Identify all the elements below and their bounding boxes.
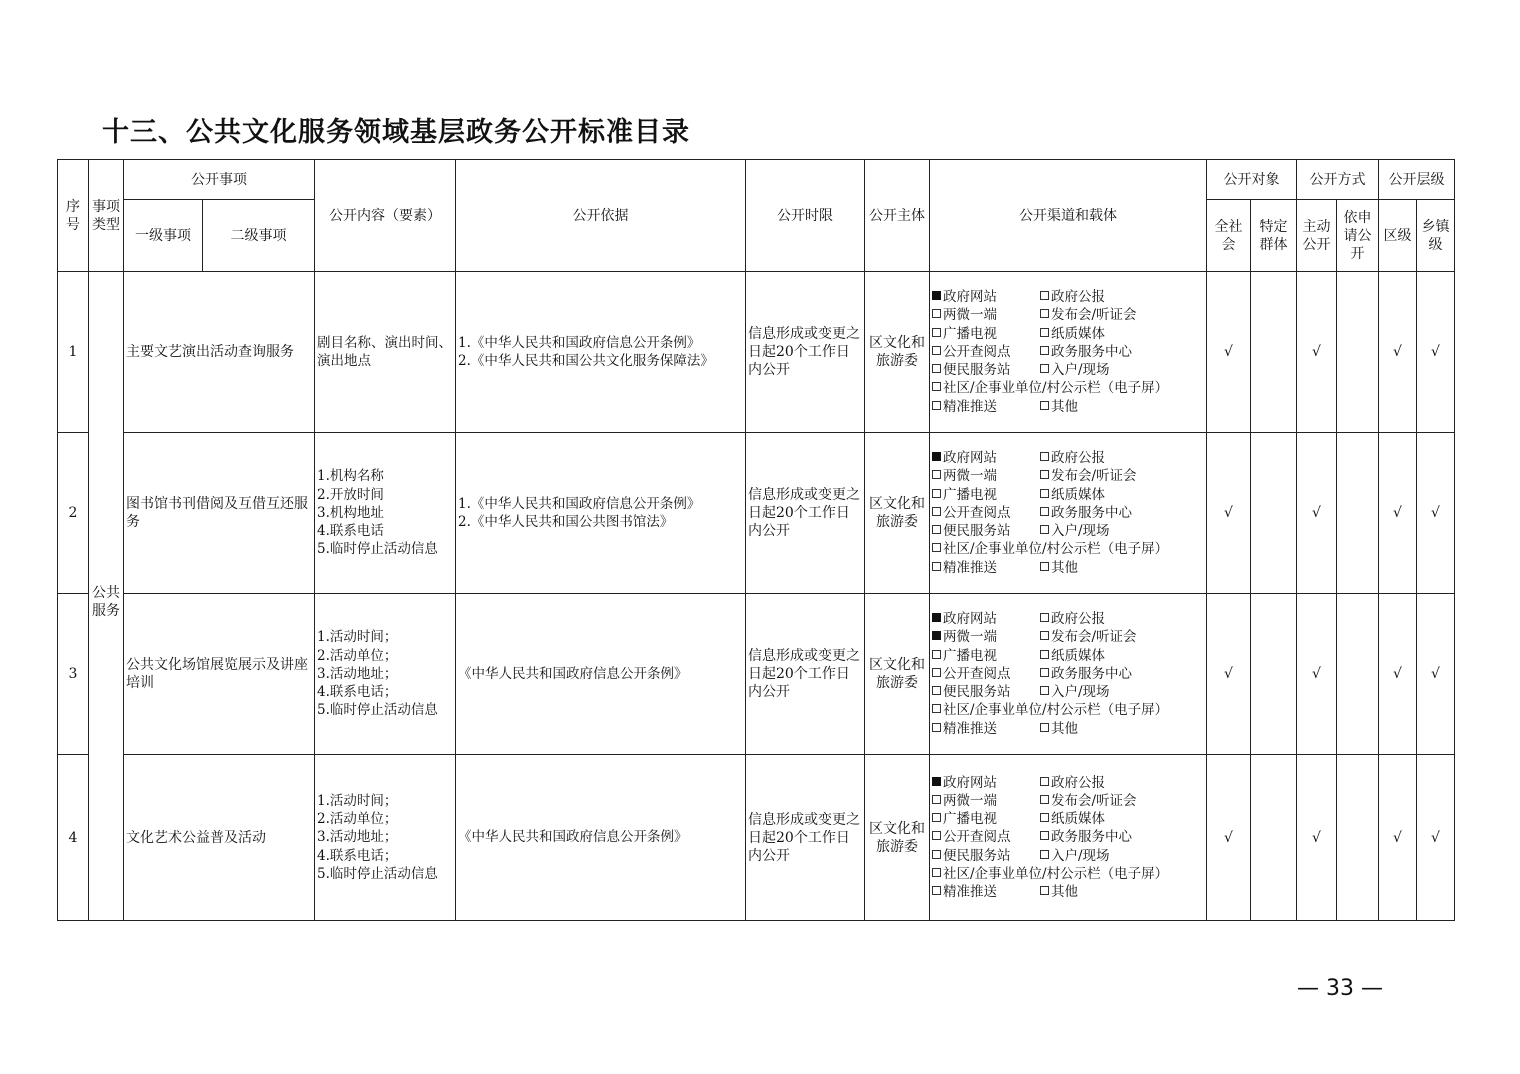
table-row	[58, 755, 1455, 921]
content-line: 剧目名称、演出时间、演出地点	[317, 334, 452, 369]
row-all: √	[1207, 272, 1251, 433]
row-item: 主要文艺演出活动查询服务	[124, 272, 315, 433]
row-content	[315, 594, 456, 755]
row-item: 文化艺术公益普及活动	[124, 755, 315, 921]
channel-option	[1040, 361, 1110, 379]
channel-label: 其他	[1051, 720, 1078, 737]
unchecked-box-icon	[932, 382, 941, 391]
channel-option	[932, 540, 1168, 558]
channel-option	[1040, 306, 1137, 324]
unchecked-box-icon	[1040, 850, 1049, 859]
channel-option	[932, 522, 1040, 540]
channel-option	[1040, 810, 1105, 828]
unchecked-box-icon	[1040, 525, 1049, 534]
channel-label: 入户/现场	[1051, 362, 1110, 379]
content-line: 3.活动地址；	[317, 665, 398, 682]
channel-label: 其他	[1051, 559, 1078, 576]
row-town: √	[1417, 755, 1455, 921]
row-item: 图书馆书刊借阅及互借互还服务	[124, 433, 315, 594]
table-row	[58, 433, 1455, 594]
row-seq: 4	[58, 755, 89, 921]
unchecked-box-icon	[1040, 489, 1049, 498]
channel-option	[1040, 559, 1078, 577]
channel-option	[1040, 683, 1110, 701]
channel-option	[932, 865, 1168, 883]
page-title: 十三、公共文化服务领域基层政务公开标准目录	[102, 117, 690, 148]
channel-option	[1040, 847, 1110, 865]
channel-label: 政府网站	[943, 289, 997, 306]
row-specific	[1251, 272, 1297, 433]
unchecked-box-icon	[1040, 686, 1049, 695]
channel-label: 社区/企事业单位/村公示栏（电子屏）	[943, 541, 1169, 558]
content-line: 2.活动单位；	[317, 811, 398, 828]
channel-option	[932, 683, 1040, 701]
header-method-apply: 依申请公开	[1337, 200, 1379, 272]
row-district: √	[1379, 755, 1417, 921]
row-channels	[930, 594, 1207, 755]
channel-label: 广播电视	[943, 647, 997, 664]
channel-label: 公开查阅点	[943, 665, 1011, 682]
row-deadline: 信息形成或变更之日起20个工作日内公开	[746, 433, 865, 594]
channel-option	[1040, 325, 1105, 343]
basis-line: 2.《中华人民共和国公共图书馆法》	[458, 514, 674, 530]
content-line: 4.联系电话；	[317, 847, 398, 864]
channel-label: 其他	[1051, 398, 1078, 415]
channel-list	[932, 288, 1204, 415]
unchecked-box-icon	[1040, 507, 1049, 516]
header-level2: 二级事项	[203, 200, 315, 272]
row-apply	[1337, 594, 1379, 755]
channel-label: 广播电视	[943, 486, 997, 503]
channel-label: 纸质媒体	[1051, 811, 1105, 828]
header-method-active: 主动公开	[1297, 200, 1337, 272]
channel-label: 社区/企事业单位/村公示栏（电子屏）	[943, 865, 1169, 882]
row-basis	[456, 755, 746, 921]
channel-option	[932, 343, 1040, 361]
category-cell: 公共服务	[89, 272, 124, 921]
checked-box-icon	[932, 777, 941, 786]
channel-label: 政府网站	[943, 450, 997, 467]
channel-label: 政府公报	[1051, 774, 1105, 791]
row-apply	[1337, 755, 1379, 921]
row-seq: 3	[58, 594, 89, 755]
unchecked-box-icon	[932, 886, 941, 895]
basis-line: 1.《中华人民共和国政府信息公开条例》	[458, 495, 701, 512]
row-apply	[1337, 272, 1379, 433]
unchecked-box-icon	[1040, 795, 1049, 804]
unchecked-box-icon	[932, 795, 941, 804]
unchecked-box-icon	[1040, 631, 1049, 640]
unchecked-box-icon	[1040, 309, 1049, 318]
channel-label: 两微一端	[943, 307, 997, 324]
channel-label: 政务服务中心	[1051, 343, 1132, 360]
channel-option	[932, 883, 1040, 901]
channel-label: 便民服务站	[943, 523, 1011, 540]
channel-option	[932, 792, 1040, 810]
header-method-group: 公开方式	[1297, 160, 1379, 200]
basis-line: 《中华人民共和国政府信息公开条例》	[458, 665, 688, 682]
row-subject: 区文化和旅游委	[865, 755, 930, 921]
channel-option	[1040, 792, 1137, 810]
unchecked-box-icon	[932, 364, 941, 373]
page-number: — 33 —	[1297, 976, 1383, 1001]
unchecked-box-icon	[1040, 886, 1049, 895]
channel-option	[1040, 398, 1078, 416]
unchecked-box-icon	[1040, 291, 1049, 300]
unchecked-box-icon	[932, 650, 941, 659]
row-deadline: 信息形成或变更之日起20个工作日内公开	[746, 272, 865, 433]
channel-label: 入户/现场	[1051, 523, 1110, 540]
row-channels	[930, 755, 1207, 921]
channel-option	[932, 467, 1040, 485]
channel-option	[1040, 647, 1105, 665]
channel-label: 精准推送	[943, 884, 997, 900]
channel-label: 广播电视	[943, 811, 997, 828]
unchecked-box-icon	[1040, 613, 1049, 622]
content-line: 1.活动时间；	[317, 629, 398, 646]
channel-option	[1040, 467, 1137, 485]
channel-label: 公开查阅点	[943, 343, 1011, 360]
channel-label: 其他	[1051, 884, 1078, 900]
row-content	[315, 272, 456, 433]
content-line: 3.机构地址	[317, 504, 384, 521]
content-line: 4.联系电话	[317, 523, 384, 540]
channel-label: 精准推送	[943, 720, 997, 737]
channel-label: 纸质媒体	[1051, 486, 1105, 503]
unchecked-box-icon	[932, 401, 941, 410]
channel-label: 社区/企事业单位/村公示栏（电子屏）	[943, 380, 1169, 397]
unchecked-box-icon	[1040, 813, 1049, 822]
channel-option	[932, 504, 1040, 522]
channel-option	[932, 701, 1168, 719]
content-line: 2.活动单位；	[317, 647, 398, 664]
channel-label: 便民服务站	[943, 362, 1011, 379]
channel-option	[932, 720, 1040, 738]
channel-label: 入户/现场	[1051, 684, 1110, 701]
unchecked-box-icon	[1040, 470, 1049, 479]
unchecked-box-icon	[932, 346, 941, 355]
channel-option	[932, 628, 1040, 646]
unchecked-box-icon	[1040, 668, 1049, 677]
channel-label: 两微一端	[943, 468, 997, 485]
channel-option	[932, 379, 1168, 397]
header-level1: 一级事项	[124, 200, 203, 272]
channel-label: 便民服务站	[943, 684, 1011, 701]
row-basis	[456, 272, 746, 433]
row-district: √	[1379, 272, 1417, 433]
row-town: √	[1417, 433, 1455, 594]
row-all: √	[1207, 755, 1251, 921]
unchecked-box-icon	[932, 507, 941, 516]
channel-option	[932, 847, 1040, 865]
unchecked-box-icon	[1040, 401, 1049, 410]
channel-list	[932, 610, 1204, 737]
channel-label: 两微一端	[943, 629, 997, 646]
channel-option	[1040, 486, 1105, 504]
header-target-all: 全社会	[1207, 200, 1251, 272]
unchecked-box-icon	[932, 813, 941, 822]
unchecked-box-icon	[932, 723, 941, 732]
row-district: √	[1379, 433, 1417, 594]
unchecked-box-icon	[932, 668, 941, 677]
row-all: √	[1207, 433, 1251, 594]
checked-box-icon	[932, 291, 941, 300]
channel-option	[932, 486, 1040, 504]
basis-line: 1.《中华人民共和国政府信息公开条例》	[458, 334, 701, 351]
content-line: 5.临时停止活动信息	[317, 865, 438, 882]
row-active: √	[1297, 755, 1337, 921]
row-channels	[930, 433, 1207, 594]
table-row	[58, 594, 1455, 755]
header-basis: 公开依据	[456, 160, 746, 272]
row-seq: 2	[58, 433, 89, 594]
channel-label: 两微一端	[943, 792, 997, 809]
channel-label: 政府公报	[1051, 289, 1105, 306]
channel-label: 发布会/听证会	[1051, 307, 1137, 324]
channel-list	[932, 774, 1204, 901]
channel-label: 政府网站	[943, 611, 997, 628]
checked-box-icon	[932, 613, 941, 622]
unchecked-box-icon	[1040, 831, 1049, 840]
channel-option	[1040, 628, 1137, 646]
row-content	[315, 755, 456, 921]
row-subject: 区文化和旅游委	[865, 433, 930, 594]
channel-option	[932, 449, 1040, 467]
channel-option	[932, 610, 1040, 628]
header-level-town: 乡镇级	[1417, 200, 1455, 272]
channel-option	[932, 559, 1040, 577]
channel-option	[1040, 720, 1078, 738]
header-content: 公开内容（要素）	[315, 160, 456, 272]
header-subject: 公开主体	[865, 160, 930, 272]
table-row	[58, 272, 1455, 433]
unchecked-box-icon	[932, 309, 941, 318]
unchecked-box-icon	[932, 686, 941, 695]
channel-label: 政府网站	[943, 774, 997, 791]
row-basis	[456, 433, 746, 594]
row-apply	[1337, 433, 1379, 594]
content-line: 4.联系电话；	[317, 684, 398, 701]
channel-label: 纸质媒体	[1051, 647, 1105, 664]
row-basis	[456, 594, 746, 755]
unchecked-box-icon	[932, 489, 941, 498]
row-subject: 区文化和旅游委	[865, 272, 930, 433]
channel-option	[1040, 610, 1105, 628]
channel-option	[932, 828, 1040, 846]
content-line: 5.临时停止活动信息	[317, 541, 438, 558]
unchecked-box-icon	[1040, 562, 1049, 571]
channel-option	[1040, 288, 1105, 306]
checked-box-icon	[932, 631, 941, 640]
unchecked-box-icon	[932, 831, 941, 840]
content-line: 1.机构名称	[317, 468, 384, 485]
content-line: 2.开放时间	[317, 486, 384, 503]
channel-option	[932, 647, 1040, 665]
row-all: √	[1207, 594, 1251, 755]
row-deadline: 信息形成或变更之日起20个工作日内公开	[746, 594, 865, 755]
row-specific	[1251, 755, 1297, 921]
unchecked-box-icon	[932, 525, 941, 534]
unchecked-box-icon	[932, 850, 941, 859]
channel-label: 社区/企事业单位/村公示栏（电子屏）	[943, 702, 1169, 719]
content-line: 5.临时停止活动信息	[317, 702, 438, 719]
channel-label: 发布会/听证会	[1051, 792, 1137, 809]
unchecked-box-icon	[1040, 328, 1049, 337]
channel-label: 发布会/听证会	[1051, 468, 1137, 485]
unchecked-box-icon	[932, 704, 941, 713]
header-type: 事项类型	[89, 160, 124, 272]
content-line: 1.活动时间；	[317, 792, 398, 809]
unchecked-box-icon	[1040, 723, 1049, 732]
channel-option	[932, 361, 1040, 379]
row-town: √	[1417, 272, 1455, 433]
channel-option	[1040, 343, 1132, 361]
channel-label: 公开查阅点	[943, 829, 1011, 846]
header-deadline: 公开时限	[746, 160, 865, 272]
disclosure-table	[57, 159, 1455, 921]
channel-label: 公开查阅点	[943, 504, 1011, 521]
unchecked-box-icon	[932, 470, 941, 479]
checked-box-icon	[932, 452, 941, 461]
channel-label: 精准推送	[943, 559, 997, 576]
channel-label: 入户/现场	[1051, 847, 1110, 864]
channel-label: 广播电视	[943, 325, 997, 342]
channel-option	[932, 306, 1040, 324]
header-target-group: 公开对象	[1207, 160, 1297, 200]
channel-label: 政务服务中心	[1051, 829, 1132, 846]
channel-option	[1040, 665, 1132, 683]
row-town: √	[1417, 594, 1455, 755]
header-target-specific: 特定群体	[1251, 200, 1297, 272]
content-line: 3.活动地址；	[317, 829, 398, 846]
row-active: √	[1297, 272, 1337, 433]
row-specific	[1251, 433, 1297, 594]
basis-line: 2.《中华人民共和国公共文化服务保障法》	[458, 353, 714, 369]
channel-option	[1040, 828, 1132, 846]
row-specific	[1251, 594, 1297, 755]
header-level-district: 区级	[1379, 200, 1417, 272]
header-item-group: 公开事项	[124, 160, 315, 200]
unchecked-box-icon	[932, 328, 941, 337]
unchecked-box-icon	[932, 868, 941, 877]
header-level-group: 公开层级	[1379, 160, 1455, 200]
row-active: √	[1297, 433, 1337, 594]
channel-option	[1040, 774, 1105, 792]
unchecked-box-icon	[1040, 346, 1049, 355]
row-subject: 区文化和旅游委	[865, 594, 930, 755]
channel-option	[1040, 449, 1105, 467]
header-seq: 序号	[58, 160, 89, 272]
row-district: √	[1379, 594, 1417, 755]
channel-option	[1040, 522, 1110, 540]
basis-line: 《中华人民共和国政府信息公开条例》	[458, 829, 688, 846]
channel-option	[932, 810, 1040, 828]
channel-option	[1040, 883, 1078, 901]
row-channels	[930, 272, 1207, 433]
unchecked-box-icon	[932, 543, 941, 552]
unchecked-box-icon	[932, 562, 941, 571]
unchecked-box-icon	[1040, 650, 1049, 659]
channel-option	[932, 774, 1040, 792]
unchecked-box-icon	[1040, 777, 1049, 786]
channel-option	[1040, 504, 1132, 522]
channel-option	[932, 398, 1040, 416]
row-seq: 1	[58, 272, 89, 433]
channel-label: 发布会/听证会	[1051, 629, 1137, 646]
channel-label: 政府公报	[1051, 611, 1105, 628]
row-active: √	[1297, 594, 1337, 755]
row-deadline: 信息形成或变更之日起20个工作日内公开	[746, 755, 865, 921]
channel-label: 纸质媒体	[1051, 325, 1105, 342]
channel-option	[932, 288, 1040, 306]
channel-option	[932, 325, 1040, 343]
unchecked-box-icon	[1040, 452, 1049, 461]
channel-label: 精准推送	[943, 398, 997, 415]
channel-label: 政府公报	[1051, 450, 1105, 467]
channel-list	[932, 449, 1204, 576]
header-channel: 公开渠道和载体	[930, 160, 1207, 272]
unchecked-box-icon	[1040, 364, 1049, 373]
channel-label: 便民服务站	[943, 847, 1011, 864]
channel-label: 政务服务中心	[1051, 504, 1132, 521]
channel-label: 政务服务中心	[1051, 665, 1132, 682]
row-item: 公共文化场馆展览展示及讲座培训	[124, 594, 315, 755]
channel-option	[932, 665, 1040, 683]
row-content	[315, 433, 456, 594]
